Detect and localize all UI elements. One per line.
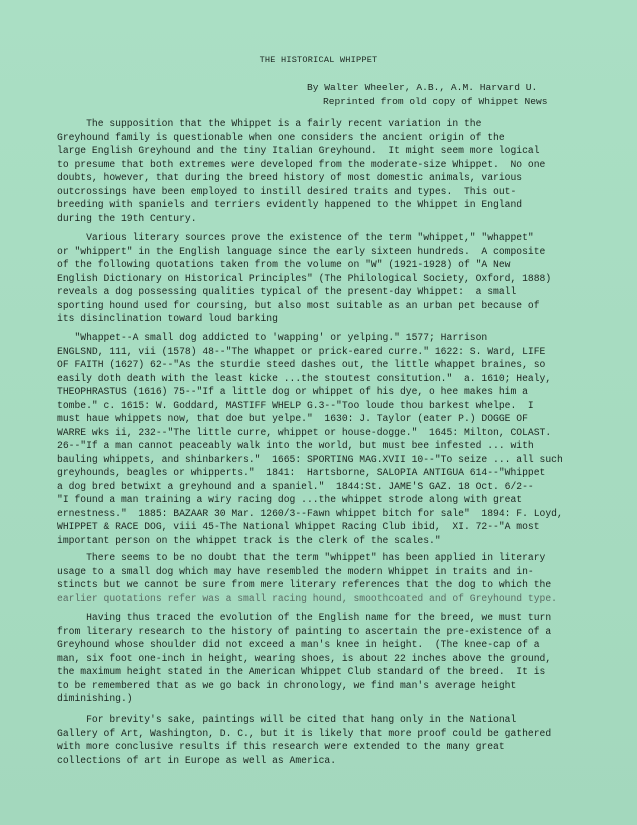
text-line: easily doth death with the least kicke ...the stoutest consitution." a. 1610; Healy, xyxy=(57,372,552,384)
text-line: breeding with spaniels and terriers evidently happened to the Whippet in England xyxy=(57,199,523,210)
text-line: "I found a man training a wiry racing dog ...the whippet strode along with great xyxy=(57,494,523,505)
text-line: man, six foot one-inch in height, wearing shoes, is about 22 inches above the ground, xyxy=(57,652,552,664)
text-line: earlier quotations refer was a small racing hound, smoothcoated and of Greyhound type. xyxy=(57,592,557,604)
text-line: its disinclination toward loud barking xyxy=(57,313,278,324)
text-line: stincts but we cannot be sure from mere literary references that the dog to which the xyxy=(57,579,552,590)
text-line: collections of art in Europe as well as America. xyxy=(57,754,337,766)
paragraph-painting-history xyxy=(57,611,577,706)
paragraph-quotations xyxy=(57,331,577,547)
text-line: ENGLSND, 111, vii (1578) 48--"The Whappet or prick-eared curre." 1622: S. Ward, LIFE xyxy=(57,345,546,357)
text-line: Greyhound whose shoulder did not exceed a man's knee in height. (The knee-cap of a xyxy=(57,639,540,650)
text-line: Having thus traced the evolution of the English name for the breed, we must turn xyxy=(57,612,552,623)
text-line: 26--"If a man cannot peaceably walk into the world, but must bee infested ... with xyxy=(57,440,534,451)
text-line: to be remembered that as we go back in chronology, we find man's average height xyxy=(57,679,517,691)
text-line: usage to a small dog which may have resembled the modern Whippet in traits and in- xyxy=(57,565,534,577)
text-line: diminishing.) xyxy=(57,693,133,704)
paragraph-supposition xyxy=(57,117,577,225)
author-line: By Walter Wheeler, A.B., A.M. Harvard U. xyxy=(307,82,538,93)
text-line: For brevity's sake, paintings will be cited that hang only in the National xyxy=(57,714,517,725)
paragraph-brevity xyxy=(57,713,577,767)
text-line: English Dictionary on Historical Principles" (The Philological Society, Oxford, 1888) xyxy=(57,272,552,284)
document-title: THE HISTORICAL WHIPPET xyxy=(259,55,378,65)
text-line: or "whippert" in the English language since the early sixteen hundreds. A composite xyxy=(57,245,546,257)
text-line: greyhounds, beagles or whipperts." 1841: Hartsborne, SALOPIA ANTIGUA 614--"Whippet xyxy=(57,467,546,478)
text-line: during the 19th Century. xyxy=(57,212,197,224)
text-line: doubts, however, that during the breed history of most domestic animals, various xyxy=(57,172,523,183)
text-line: "Whappet--A small dog addicted to 'wapping' or yelping." 1577; Harrison xyxy=(57,332,488,343)
text-line: bauling whippets, and shinbarkers." 1665: SPORTING MAG.XVII 10--"To seize ... all such xyxy=(57,453,563,465)
text-line: Gallery of Art, Washington, D. C., but it is likely that more proof could be gathered xyxy=(57,727,552,739)
source-line: Reprinted from old copy of Whippet News xyxy=(323,96,548,107)
text-line: There seems to be no doubt that the term "whippet" has been applied in literary xyxy=(57,552,546,563)
text-line: THEOPHRASTUS (1616) 75--"If a little dog or whippet of his dye, o hee makes him a xyxy=(57,386,528,397)
text-line: ernestness." 1885: BAZAAR 30 Mar. 1260/3--Fawn whippet bitch for sale" 1894: F. Loyd, xyxy=(57,507,563,519)
text-line: WHIPPET & RACE DOG, viii 45-The National Whippet Racing Club ibid, XI. 72--"A most xyxy=(57,521,540,532)
text-line: Various literary sources prove the existence of the term "whippet," "whappet" xyxy=(57,232,534,243)
text-line: important person on the whippet track is the clerk of the scales." xyxy=(57,534,441,546)
text-line: must haue whippets now, that doe but yelpe." 1630: J. Taylor (eater P.) DOGGE OF xyxy=(57,413,528,424)
text-line: the maximum height stated in the American Whippet Club standard of the breed. It is xyxy=(57,666,546,677)
text-line: Greyhound family is questionable when one considers the ancient origin of the xyxy=(57,131,505,143)
text-line: reveals a dog possessing qualities typical of the present-day Whippet: a small xyxy=(57,286,517,297)
text-line: tombe." c. 1615: W. Goddard, MASTIFF WHELP G.3--"Too loude thou barkest whelpe. I xyxy=(57,399,534,411)
byline xyxy=(307,81,548,109)
text-line: The supposition that the Whippet is a fairly recent variation in the xyxy=(57,118,482,129)
text-line: outcrossings have been employed to instill desired traits and types. This out- xyxy=(57,185,517,197)
paragraph-literary-sources xyxy=(57,231,577,326)
text-line: WARRE wks ii, 232--"The little curre, whippet or house-dogge." 1645: Milton, COLAST. xyxy=(57,426,552,438)
text-line: to presume that both extremes were developed from the moderate-size Whippet. No one xyxy=(57,158,546,170)
text-line: large English Greyhound and the tiny Italian Greyhound. It might seem more logical xyxy=(57,145,540,156)
text-line: OF FAITH (1627) 62--"As the sturdie steed dashes out, the little whappet braines, so xyxy=(57,359,546,370)
text-line: of the following quotations taken from the volume on "W" (1921-1928) of "A New xyxy=(57,259,511,270)
paragraph-literary-usage xyxy=(57,551,577,605)
text-line: from literary research to the history of painting to ascertain the pre-existence of a xyxy=(57,625,552,637)
text-line: with more conclusive results if this research were extended to the many great xyxy=(57,741,505,752)
text-line: sporting hound used for coursing, but also most suitable as an urban pet because of xyxy=(57,299,540,311)
text-line: a dog bred betwixt a greyhound and a spaniel." 1844:St. JAME'S GAZ. 18 Oct. 6/2-- xyxy=(57,480,534,492)
